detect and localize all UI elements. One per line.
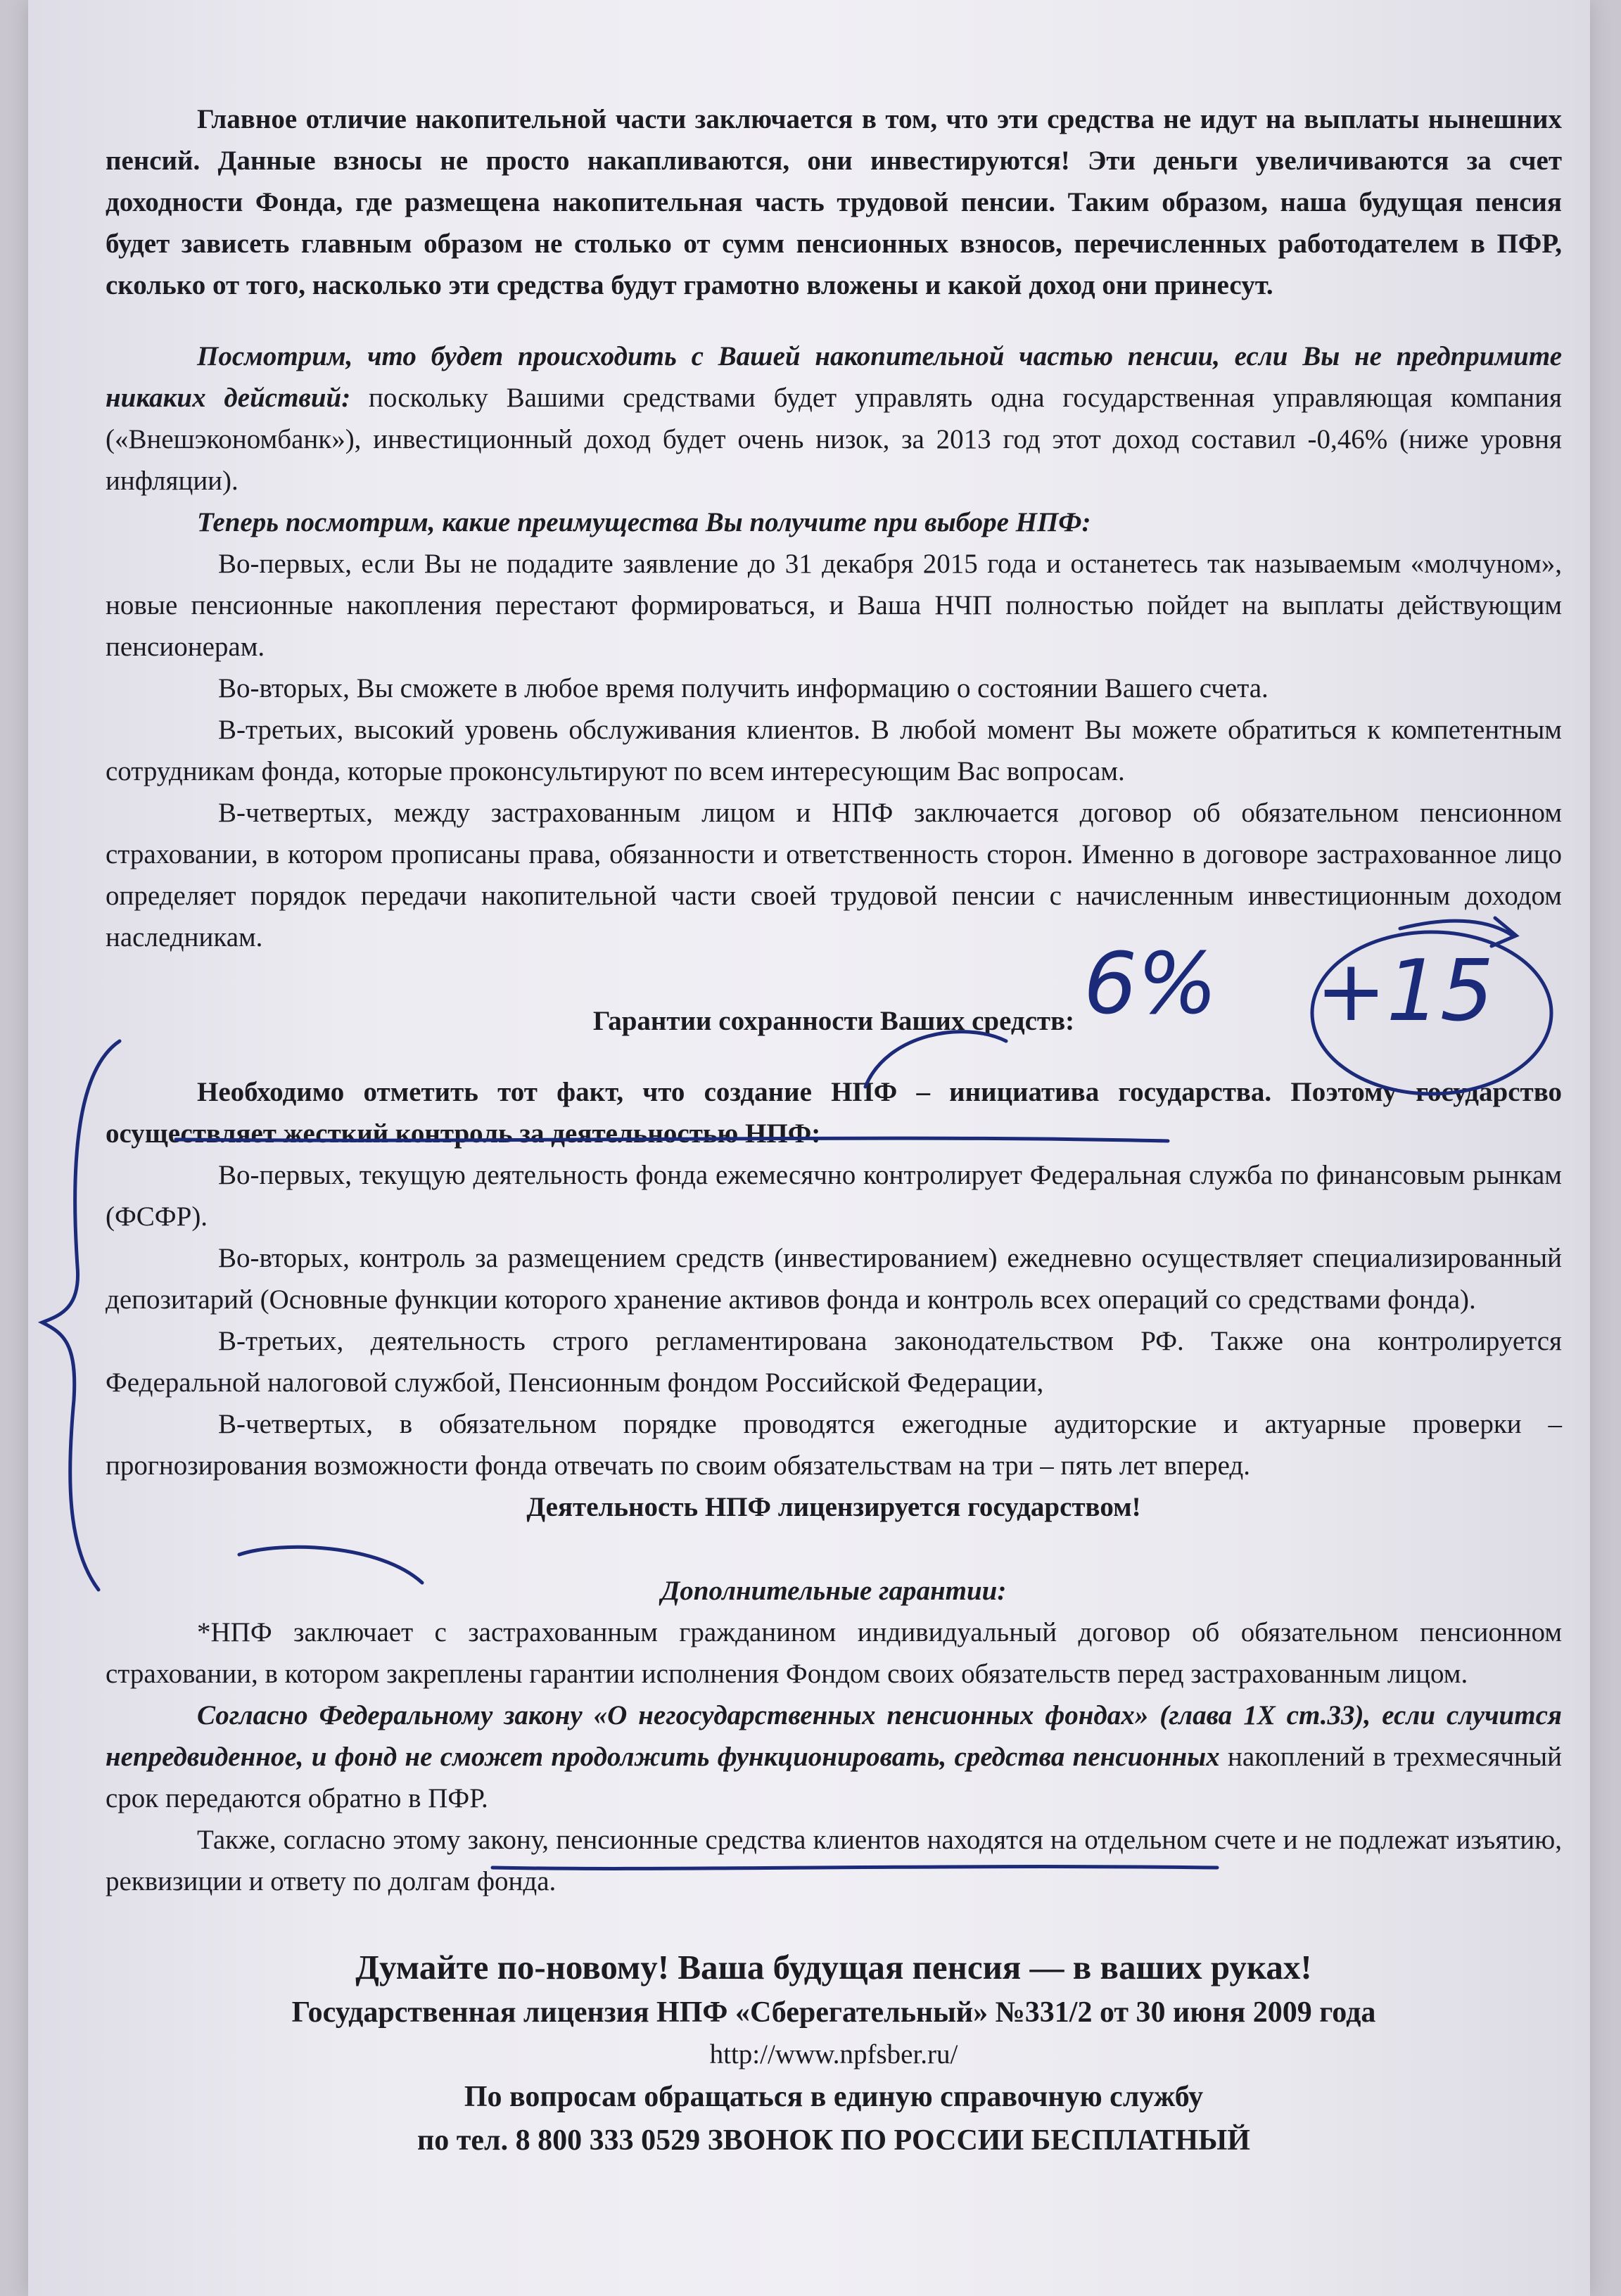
slogan: Думайте по-новому! Ваша будущая пенсия — в ваших руках! (355, 1948, 1312, 1986)
control-3: В-третьих, деятельность строго регламентирована законодательством РФ. Также она контролируется Федеральной налоговой службой, Пенсионным фондом Российской Федерации, (106, 1326, 1562, 1398)
control-1: Во-первых, текущую деятельность фонда ежемесячно контролирует Федеральная служба по финансовым рынкам (ФСФР). (106, 1160, 1562, 1232)
document-body (106, 98, 1562, 2162)
scenario-lead: Посмотрим, что будет происходить с Вашей накопительной частью пенсии, если Вы не предпримите никаких действий: (106, 341, 1562, 413)
law-paragraph (106, 1695, 1562, 1819)
additional-1: *НПФ заключает с застрахованным гражданином индивидуальный договор об обязательном пенсионном страховании, в котором закреплены гарантии исполнения Фондом своих обязательств перед застрахованным лицом. (106, 1617, 1562, 1689)
advantage-2: Во-вторых, Вы сможете в любое время получить информацию о состоянии Вашего счета. (218, 673, 1269, 703)
advantage-1: Во-первых, если Вы не подадите заявление до 31 декабря 2015 года и останетесь так называемым «молчуном», новые пенсионные накопления перестают формироваться, и Ваша НЧП полностью пойдет на выплаты действующим пенсионерам. (106, 549, 1562, 662)
contact-line-1: По вопросам обращаться в единую справочную службу (464, 2081, 1204, 2113)
contact-line-2: по тел. 8 800 333 0529 ЗВОНОК ПО РОССИИ БЕСПЛАТНЫЙ (417, 2124, 1250, 2157)
intro-paragraph: Главное отличие накопительной части заключается в том, что эти средства не идут на выплаты нынешних пенсий. Данные взносы не просто накапливаются, они инвестируются! Эти деньги увеличиваются за счет доходности Фонда, где размещена накопительная часть трудовой пенсии. Таким образом, наша будущая пенсия будет зависеть главным образом не столько от сумм пенсионных взносов, перечисленных работодателем в ПФР, сколько от того, насколько эти средства будут грамотно вложены и какой доход они принесут. (106, 104, 1562, 300)
scenario-paragraph (106, 336, 1562, 502)
handwritten-plus: +15 (1316, 943, 1494, 1040)
additional-heading: Дополнительные гарантии: (661, 1576, 1007, 1606)
website-link[interactable]: http://www.npfsber.ru/ (709, 2039, 958, 2069)
accounts-paragraph: Также, согласно этому закону, пенсионные средства клиентов находятся на отдельном счете и не подлежат изъятию, реквизиции и ответу по долгам фонда. (106, 1825, 1562, 1896)
control-4: В-четвертых, в обязательном порядке проводятся ежегодные аудиторские и актуарные проверки – прогнозирования возможности фонда отвечать по своим обязательствам на три – пять лет вперед. (106, 1409, 1562, 1481)
handwritten-percent: 6% (1083, 936, 1218, 1033)
state-control-paragraph: Необходимо отметить тот факт, что создание НПФ – инициатива государства. Поэтому государство осуществляет жесткий контроль за деятельностью НПФ: (106, 1077, 1562, 1149)
license-statement: Деятельность НПФ лицензируется государством! (526, 1492, 1141, 1522)
advantages-heading: Теперь посмотрим, какие преимущества Вы получите при выборе НПФ: (197, 507, 1091, 537)
law-italic: Согласно Федеральному закону «О негосударственных пенсионных фондах» (глава 1Х ст.33), если случится непредвиденное, и фонд не сможет продолжить функционировать, средства пенсионных (106, 1700, 1562, 1772)
law-rest: накоплений в трехмесячный срок передаются обратно в ПФР. (106, 1742, 1563, 1813)
license-line: Государственная лицензия НПФ «Сберегательный» №331/2 от 30 июня 2009 года (291, 1996, 1376, 2029)
guarantees-heading: Гарантии сохранности Ваших средств: (592, 1006, 1075, 1036)
advantage-3: В-третьих, высокий уровень обслуживания клиентов. В любой момент Вы можете обратиться к компетентным сотрудникам фонда, которые проконсультируют по всем интересующим Вас вопросам. (106, 715, 1562, 786)
control-2: Во-вторых, контроль за размещением средств (инвестированием) ежедневно осуществляет специализированный депозитарий (Основные функции которого хранение активов фонда и контроль всех операций со средствами фонда). (106, 1243, 1562, 1315)
advantage-4: В-четвертых, между застрахованным лицом и НПФ заключается договор об обязательном пенсионном страховании, в котором прописаны права, обязанности и ответственность сторон. Именно в договоре застрахованное лицо определяет порядок передачи накопительной части своей трудовой пенсии с начисленным инвестиционным доходом наследникам. (106, 798, 1562, 952)
scenario-rest: поскольку Вашими средствами будет управлять одна государственная управляющая компания («Внешэкономбанк»), инвестиционный доход будет очень низок, за 2013 год этот доход составил -0,46% (ниже уровня инфляции). (106, 383, 1562, 496)
paper-sheet (28, 0, 1590, 2296)
